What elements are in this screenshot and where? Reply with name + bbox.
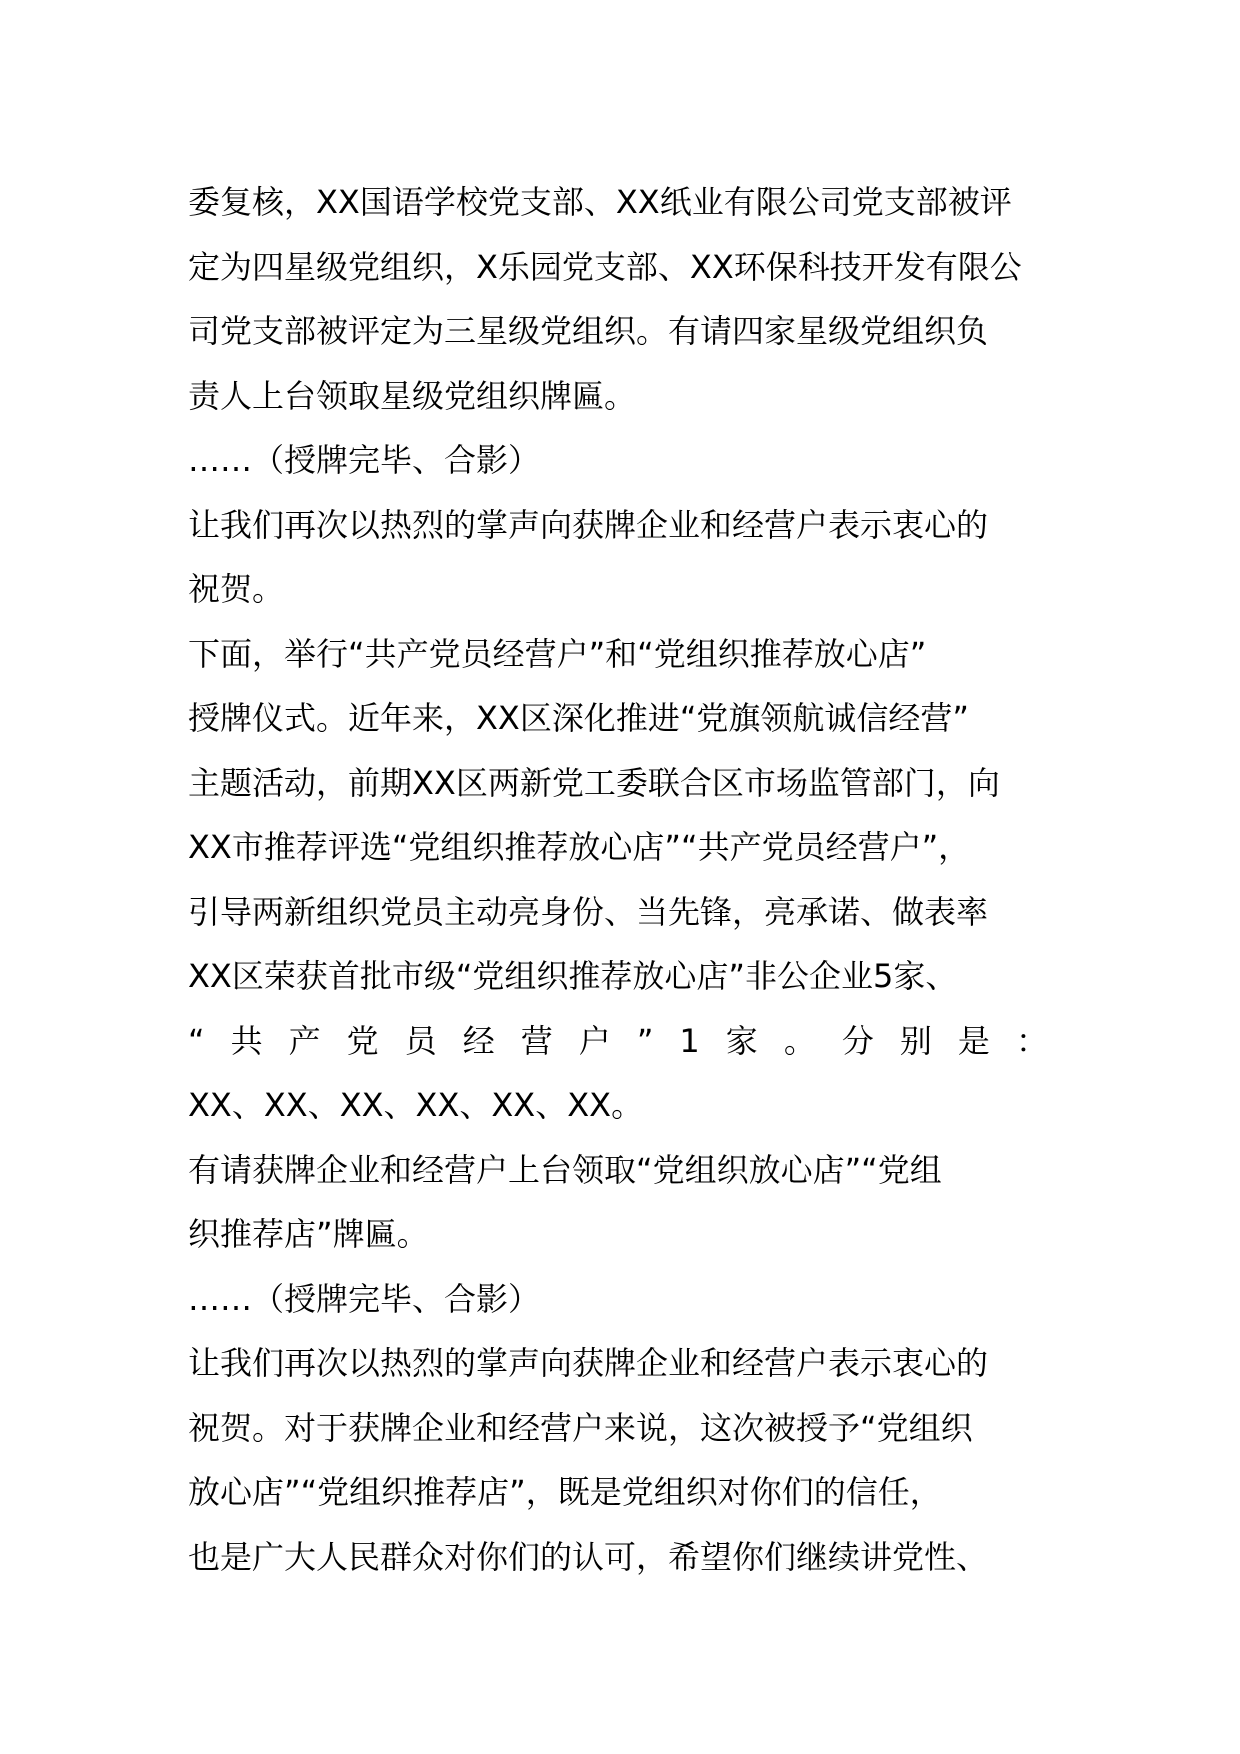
- spaced-token: 是: [957, 1021, 990, 1060]
- text-line: 放心店”“党组织推荐店”，既是党组织对你们的信任，: [188, 1473, 942, 1511]
- text-line: ……（授牌完毕、合影）: [188, 1279, 541, 1318]
- text-line: 司党支部被评定为三星级党组织。有请四家星级党组织负: [188, 312, 989, 350]
- text-line: 主题活动，前期XX区两新党工委联合区市场监管部门，向: [188, 763, 1000, 802]
- text-line: ……（授牌完毕、合影）: [188, 441, 541, 479]
- spaced-token: 别: [899, 1021, 932, 1060]
- spaced-token: ：: [1015, 1021, 1048, 1060]
- justified-text-line: [188, 1009, 1048, 1074]
- text-line: 授牌仪式。近年来，XX区深化推进“党旗领航诚信经营”: [188, 699, 970, 737]
- text-line: 下面，举行“共产党员经营户”和“党组织推荐放心店”: [188, 634, 927, 673]
- spaced-token: 经: [462, 1021, 495, 1060]
- spaced-token: 党: [346, 1021, 379, 1060]
- text-line: 祝贺。对于获牌企业和经营户来说，这次被授予“党组织: [188, 1408, 973, 1447]
- document-body: [188, 170, 1048, 1589]
- spaced-token: 1: [679, 1021, 700, 1060]
- spaced-token: 员: [404, 1021, 437, 1060]
- text-line: XX区荣获首批市级“党组织推荐放心店”非公企业5家、: [188, 957, 958, 995]
- spaced-token: 产: [288, 1021, 321, 1060]
- spaced-token: 户: [578, 1021, 611, 1060]
- spaced-token: 家: [725, 1021, 758, 1060]
- text-line: XX、XX、XX、XX、XX、XX。: [188, 1086, 644, 1124]
- text-line: 引导两新组织党员主动亮身份、当先锋，亮承诺、做表率: [188, 892, 989, 931]
- text-line: 定为四星级党组织，X乐园党支部、XX环保科技开发有限公: [188, 247, 1022, 286]
- text-line: 责人上台领取星级党组织牌匾。: [188, 376, 637, 415]
- text-line: XX市推荐评选“党组织推荐放心店”“共产党员经营户”，: [188, 828, 971, 866]
- text-line: 也是广大人民群众对你们的认可，希望你们继续讲党性、: [188, 1537, 989, 1576]
- text-line: 让我们再次以热烈的掌声向获牌企业和经营户表示衷心的: [188, 505, 989, 544]
- spaced-token: “: [188, 1021, 205, 1060]
- spaced-token: 营: [520, 1021, 553, 1060]
- text-line: 有请获牌企业和经营户上台领取“党组织放心店”“党组: [188, 1150, 942, 1189]
- text-line: 委复核，XX国语学校党支部、XX纸业有限公司党支部被评: [188, 183, 1012, 221]
- spaced-token: ”: [636, 1021, 654, 1060]
- text-line: 祝贺。: [188, 570, 285, 608]
- text-line: 让我们再次以热烈的掌声向获牌企业和经营户表示衷心的: [188, 1344, 989, 1382]
- spaced-token: 共: [230, 1021, 263, 1060]
- spaced-token: 。: [783, 1021, 816, 1060]
- text-line: 织推荐店”牌匾。: [188, 1215, 429, 1253]
- spaced-token: 分: [841, 1021, 874, 1060]
